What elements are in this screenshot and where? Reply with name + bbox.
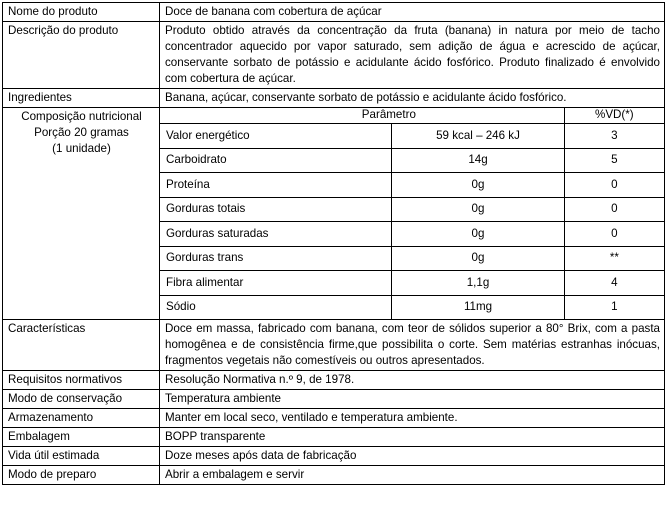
nutrition-row — [160, 148, 664, 173]
label-requisitos: Requisitos normativos — [3, 371, 160, 390]
nutrient-vd: 3 — [564, 124, 664, 149]
row-composicao — [3, 108, 665, 320]
nutrition-row — [160, 271, 664, 296]
nutrient-name: Sódio — [160, 295, 392, 319]
row-conservacao — [3, 390, 665, 409]
nutrient-vd: ** — [564, 246, 664, 271]
label-composicao — [3, 108, 160, 320]
nutrient-name: Gorduras saturadas — [160, 222, 392, 247]
label-nome: Nome do produto — [3, 3, 160, 22]
row-vida-util — [3, 447, 665, 466]
nutrient-amount: 59 kcal – 246 kJ — [392, 124, 564, 149]
nutrition-row — [160, 295, 664, 319]
nutrient-amount: 0g — [392, 197, 564, 222]
value-armazenamento: Manter em local seco, ventilado e temperatura ambiente. — [160, 409, 665, 428]
nutrition-row — [160, 173, 664, 198]
label-descricao: Descrição do produto — [3, 22, 160, 89]
nutrient-amount: 0g — [392, 173, 564, 198]
nutrient-amount: 0g — [392, 246, 564, 271]
nutrition-row — [160, 197, 664, 222]
nutrient-amount: 1,1g — [392, 271, 564, 296]
nutrition-table-cell — [160, 108, 665, 320]
nutrient-amount: 14g — [392, 148, 564, 173]
nutrition-table — [160, 108, 664, 319]
nutrition-row — [160, 124, 664, 149]
label-preparo: Modo de preparo — [3, 466, 160, 485]
nutrition-header-vd: %VD(*) — [564, 108, 664, 124]
nutrient-vd: 1 — [564, 295, 664, 319]
nutrition-row — [160, 222, 664, 247]
value-ingredientes: Banana, açúcar, conservante sorbato de potássio e acidulante ácido fosfórico. — [160, 89, 665, 108]
row-caracteristicas — [3, 320, 665, 371]
nutrient-name: Valor energético — [160, 124, 392, 149]
nutrition-header-row — [160, 108, 664, 124]
nutrient-name: Fibra alimentar — [160, 271, 392, 296]
product-spec-table — [2, 2, 665, 485]
label-vida-util: Vida útil estimada — [3, 447, 160, 466]
value-caracteristicas: Doce em massa, fabricado com banana, com teor de sólidos superior a 80° Brix, com a pasta homogênea e de consistência firme,que possibilita o corte. Sem matérias estranhas inócuas, fragmentos vegetais não comestíveis ou outros apresentados. — [160, 320, 665, 371]
row-nome — [3, 3, 665, 22]
nutrient-vd: 4 — [564, 271, 664, 296]
nutrient-vd: 0 — [564, 197, 664, 222]
row-requisitos — [3, 371, 665, 390]
nutrient-name: Gorduras totais — [160, 197, 392, 222]
nutrient-vd: 0 — [564, 173, 664, 198]
row-descricao — [3, 22, 665, 89]
nutrient-name: Carboidrato — [160, 148, 392, 173]
composicao-line1: Composição nutricional — [21, 110, 142, 123]
row-embalagem — [3, 428, 665, 447]
label-embalagem: Embalagem — [3, 428, 160, 447]
value-requisitos: Resolução Normativa n.º 9, de 1978. — [160, 371, 665, 390]
row-preparo — [3, 466, 665, 485]
label-caracteristicas: Características — [3, 320, 160, 371]
value-embalagem: BOPP transparente — [160, 428, 665, 447]
row-armazenamento — [3, 409, 665, 428]
composicao-line3: (1 unidade) — [52, 142, 111, 155]
value-nome: Doce de banana com cobertura de açúcar — [160, 3, 665, 22]
composicao-line2: Porção 20 gramas — [34, 126, 129, 139]
nutrient-vd: 5 — [564, 148, 664, 173]
value-preparo: Abrir a embalagem e servir — [160, 466, 665, 485]
label-armazenamento: Armazenamento — [3, 409, 160, 428]
nutrient-vd: 0 — [564, 222, 664, 247]
value-conservacao: Temperatura ambiente — [160, 390, 665, 409]
label-conservacao: Modo de conservação — [3, 390, 160, 409]
nutrient-name: Proteína — [160, 173, 392, 198]
row-ingredientes — [3, 89, 665, 108]
label-ingredientes: Ingredientes — [3, 89, 160, 108]
value-descricao: Produto obtido através da concentração da fruta (banana) in natura por meio de tacho concentrador aquecido por vapor saturado, sem adição de água e acrescido de açúcar, conservante sorbato de potássio e acidulante ácido fosfórico. Produto finalizado é envolvido com cobertura de açúcar. — [160, 22, 665, 89]
nutrient-amount: 0g — [392, 222, 564, 247]
nutrition-header-param: Parâmetro — [160, 108, 564, 124]
nutrient-name: Gorduras trans — [160, 246, 392, 271]
nutrition-row — [160, 246, 664, 271]
value-vida-util: Doze meses após data de fabricação — [160, 447, 665, 466]
nutrient-amount: 11mg — [392, 295, 564, 319]
